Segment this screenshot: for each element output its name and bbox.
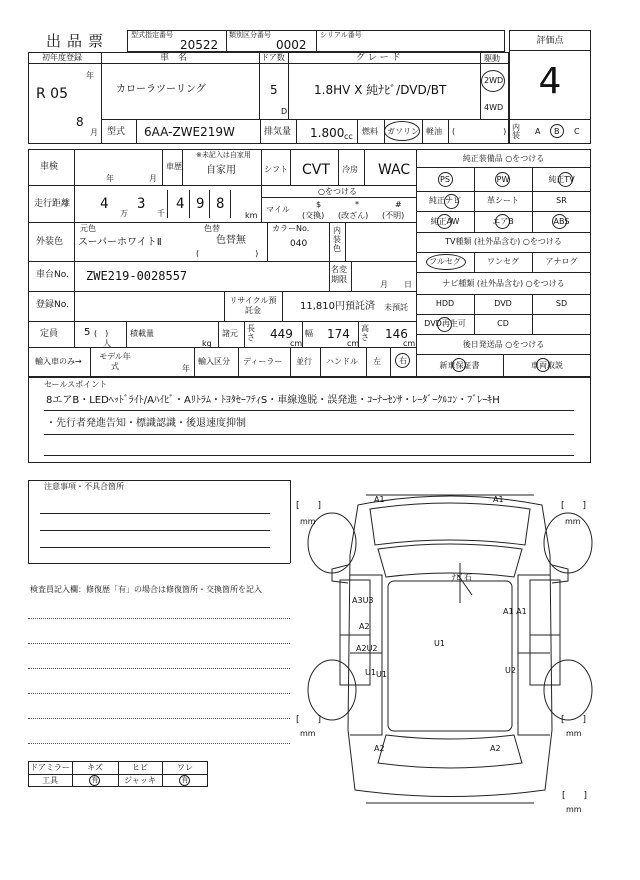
bracket-4: [ ]: [561, 715, 587, 725]
mileage-label: 走行距離: [34, 199, 71, 209]
tv-title: TV種類 (社外品含む) ○をつける: [445, 237, 562, 246]
use-value: 自家用: [206, 165, 236, 176]
bracket-1: [ ]: [296, 501, 322, 511]
mileage-tamper-sym: *: [355, 200, 359, 209]
height-label: 高さ: [361, 324, 369, 342]
mileage-sen: 千: [157, 209, 165, 218]
tv-oneseg: ワンセグ: [487, 257, 519, 266]
tool-jack: ジャッキ: [124, 776, 156, 785]
reg-era: R 05: [36, 86, 68, 102]
equip-pw: PW: [496, 175, 510, 184]
serial-label: シリアル番号: [320, 31, 362, 39]
reg-month: 8: [76, 115, 84, 129]
color-code: 040: [290, 239, 308, 249]
damage-u2: U2: [505, 666, 516, 675]
doors-value: 5: [270, 83, 278, 97]
tool-tool: 工具: [42, 776, 58, 785]
use-label: 車歴: [166, 162, 182, 171]
color-code-label: カラーNo.: [272, 224, 310, 233]
grade-label: グ レ ー ド: [356, 53, 401, 63]
bracket-2: [ ]: [561, 501, 587, 511]
car-name: カローラツーリング: [116, 84, 206, 95]
displacement-label: 排気量: [264, 127, 292, 137]
score-label: 評価点: [536, 36, 564, 46]
interior-color-label: 内装色: [333, 226, 341, 253]
fuel-gasoline: ガソリン: [387, 127, 419, 136]
color-change: 色替無: [216, 235, 246, 246]
fuel-label: 燃料: [362, 127, 378, 136]
car-diagram: [300, 485, 600, 815]
sales-point-label: セールスポイント: [44, 380, 108, 389]
equip-leather: 革シート: [487, 196, 519, 205]
ac-label: 冷房: [342, 165, 358, 174]
height-value: 146: [385, 327, 408, 341]
page-title: 出品票: [46, 32, 110, 50]
mileage-exchange: (交換): [302, 211, 325, 220]
equip-sr: SR: [556, 196, 567, 205]
equip-aw: 純正AW: [430, 217, 460, 226]
cc-unit: cc: [344, 132, 353, 141]
jack-yes: 有: [181, 776, 189, 784]
damage-a2-mid: A2: [359, 622, 370, 631]
score-value: 4: [538, 61, 562, 102]
doors-label: ドア数: [261, 53, 285, 62]
door-type: D: [281, 107, 288, 116]
grade-value: 1.8HV X 純ﾅﾋﾞ/DVD/BT: [314, 83, 447, 97]
mm-unit-3: mm: [300, 729, 316, 738]
model-value: 6AA-ZWE219W: [144, 125, 235, 139]
orig-color-label: 元色: [80, 224, 96, 233]
class-no: 0002: [276, 38, 307, 52]
tool-kizu: キズ: [87, 763, 103, 772]
width-label: 幅: [305, 329, 313, 338]
length-cm: cm: [290, 339, 303, 348]
damage-a2-rear-left: A2: [374, 744, 385, 753]
interior-label: 内装: [512, 123, 520, 140]
equipment-title: 純正装備品 ○をつける: [462, 154, 545, 163]
mileage-digit-3: 4: [176, 196, 185, 212]
tool-yes: 有: [91, 776, 99, 784]
tool-mirror: ドアミラー: [30, 763, 70, 772]
height-cm: cm: [403, 339, 416, 348]
year-suffix: 年: [86, 71, 94, 80]
navi-dvd: DVD: [494, 299, 512, 308]
docs-warranty: 新車保証書: [439, 361, 480, 370]
damage-a1-front-right: A1: [493, 495, 504, 504]
caution-label: 注意事項・不具合箇所: [44, 482, 124, 491]
interior-box: [509, 119, 591, 144]
not-deposit: 未預託: [384, 303, 408, 312]
mileage-digit-1: 4: [100, 196, 109, 212]
model-year-unit: 年: [182, 364, 190, 373]
ac-value: WAC: [378, 162, 411, 178]
recycle-value: 11,810円預託済: [300, 301, 375, 312]
length-label: 長さ: [247, 324, 255, 342]
load-label: 積載量: [130, 329, 154, 338]
type-no: 20522: [180, 38, 219, 52]
tv-fullseg: フルセグ: [429, 257, 461, 266]
mileage-digit-5: 8: [216, 196, 225, 212]
mileage-unknown: (不明): [382, 211, 405, 220]
damage-a2-rear-right: A2: [490, 744, 501, 753]
tv-analog: アナログ: [545, 257, 578, 266]
use-note: ※未記入は自家用: [196, 151, 251, 159]
capacity-value: 5: [84, 327, 91, 338]
capacity-label: 定員: [40, 329, 59, 339]
deadline-label: 名変期限: [331, 265, 347, 284]
deadline-day: 日: [404, 280, 412, 289]
damage-a1-a1: A1 A1: [503, 607, 527, 616]
capacity-paren: ( ): [94, 329, 109, 338]
dimensions-label: 諸元: [222, 329, 238, 338]
equip-navi: 純正ナビ: [429, 196, 461, 205]
interior-c: C: [574, 127, 580, 136]
fuel-other: ( ): [452, 127, 507, 136]
mm-unit-1: mm: [300, 517, 316, 526]
sales-point-line-1: 8エアB・LEDﾍｯﾄﾞﾗｲﾄ/Aﾊｲﾋﾞ・Aﾘﾄﾗﾑ・ﾄﾖﾀｾｰﾌﾃｨS・車線逸脱・誤発進・ｺｰﾅｰｾﾝｻ・ﾚｰﾀﾞｰｸﾙｺﾝ・ﾌﾞﾚｰｷH: [46, 395, 500, 406]
color-change-paren: ( ): [196, 249, 259, 258]
damage-u1-left: U1: [365, 668, 376, 677]
drive-label: 駆動: [484, 54, 500, 63]
navi-title: ナビ種類 (社外品含む) ○をつける: [442, 279, 565, 288]
handle-right: 右: [399, 356, 407, 365]
color-change-label: 色替: [204, 224, 220, 233]
chassis-no: ZWE219-0028557: [86, 269, 188, 283]
mileage-tamper: (改ざん): [338, 211, 369, 220]
model-year-label: モデル年式: [99, 352, 131, 371]
import-parallel: 並行: [296, 357, 312, 366]
class-no-label: 類別区分番号: [229, 31, 271, 39]
type-no-label: 型式指定番号: [131, 31, 173, 39]
width-value: 174: [327, 327, 350, 341]
navi-dvd-play: DVD再生可: [424, 319, 466, 328]
import-label: 輸入車のみ→: [35, 357, 82, 366]
chassis-label: 車台No.: [36, 270, 69, 280]
mileage-mile: マイル: [266, 205, 290, 214]
recycle-label: リサイクル預託金: [229, 296, 277, 315]
load-unit: kg: [202, 339, 212, 348]
mileage-digit-4: 9: [196, 196, 205, 212]
docs-manual: 車両取説: [531, 361, 563, 370]
month-suffix: 月: [90, 128, 98, 137]
damage-a1-front-left: A1: [374, 495, 385, 504]
capacity-unit: 人: [103, 339, 111, 348]
inspector-label: 検査員記入欄：修復歴「有」の場合は修復箇所・交換箇所を記入: [30, 585, 262, 594]
fuel-light-oil: 軽油: [426, 127, 442, 136]
mileage-digit-2: 3: [137, 196, 146, 212]
deadline-month: 月: [380, 280, 388, 289]
navi-sd: SD: [555, 299, 568, 308]
equip-ps: PS: [440, 175, 450, 184]
tool-ware: ワレ: [177, 763, 193, 772]
car-name-label: 車 名: [160, 53, 188, 63]
width-cm: cm: [347, 339, 360, 348]
sales-point-line-2: ・先行者発進告知・標識認識・後退速度抑制: [46, 418, 246, 429]
import-class-label: 輸入区分: [198, 357, 230, 366]
damage-a2u2: A2U2: [356, 644, 378, 653]
damage-a3u3: A3U3: [352, 596, 374, 605]
mileage-man: 万: [120, 209, 128, 218]
damage-u1-left-2: U1: [376, 670, 387, 679]
orig-color: スーパーホワイトⅡ: [78, 237, 162, 248]
navi-cd: CD: [497, 319, 509, 328]
docs-title: 後日発送品 ○をつける: [462, 340, 545, 349]
displacement-value: 1.800: [310, 126, 345, 140]
body-color-label: 外装色: [36, 237, 64, 247]
length-value: 449: [270, 327, 293, 341]
import-dealer: ディーラー: [243, 357, 283, 366]
bracket-3: [ ]: [296, 715, 322, 725]
shaken-year: 年: [106, 174, 114, 183]
equip-airbag: エアB: [492, 217, 514, 226]
tool-hibi: ヒビ: [132, 763, 148, 772]
drive-4wd: 4WD: [484, 103, 504, 112]
navi-hdd: HDD: [435, 299, 455, 308]
mileage-exchange-sym: $: [316, 200, 322, 209]
mileage-circle-note: ○をつける: [318, 187, 357, 196]
shaken-label: 車検: [40, 162, 59, 172]
damage-u1-center: U1: [434, 639, 445, 648]
shift-label: シフト: [264, 165, 288, 174]
drive-2wd: 2WD: [484, 76, 504, 85]
handle-left: 左: [373, 357, 381, 366]
equip-tv: 純正TV: [548, 175, 575, 184]
mm-unit-2: mm: [565, 517, 581, 526]
mm-unit-4: mm: [566, 729, 582, 738]
reg-no-label: 登録No.: [36, 300, 69, 310]
interior-a: A: [535, 127, 541, 136]
mm-unit-5: mm: [566, 805, 582, 814]
shaken-month: 月: [149, 174, 157, 183]
model-label: 型式: [107, 127, 126, 137]
interior-b: B: [554, 127, 560, 136]
mileage-unknown-sym: #: [395, 200, 402, 209]
damage-navi-scratch: ﾅﾋﾞ石: [452, 573, 472, 582]
bracket-5: [ ]: [562, 791, 588, 801]
mileage-km: km: [245, 211, 258, 220]
first-reg-label: 初年度登録: [42, 53, 82, 62]
equip-abs: ABS: [553, 217, 570, 226]
handle-label: ハンドル: [326, 357, 358, 366]
shift-value: CVT: [302, 162, 330, 178]
